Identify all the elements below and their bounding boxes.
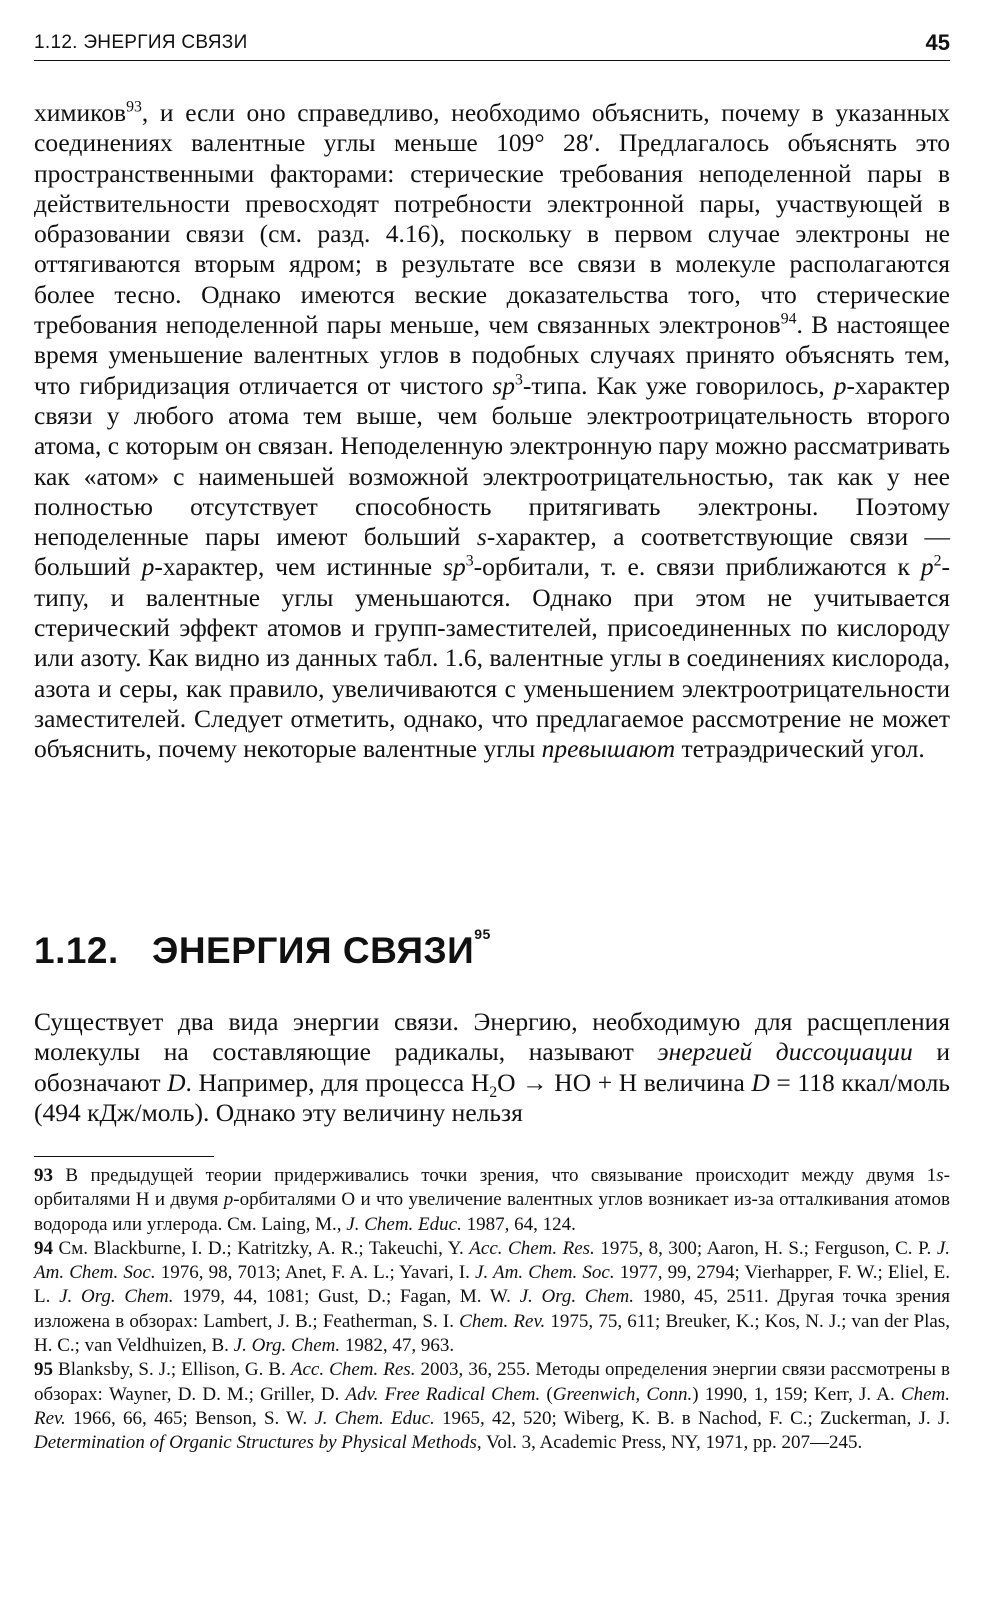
paragraph-continuation	[34, 98, 950, 765]
section-title: ЭНЕРГИЯ СВЯЗИ	[152, 930, 475, 971]
journal-name: J. Am. Chem. Soc.	[34, 1237, 950, 1284]
text-run: Существует два вида энергии связи. Энергию, необходимую для расщепления молекулы на составляющие радикалы, называют	[34, 1007, 950, 1067]
text-run: Blanksby, S. J.; Ellison, G. B.	[53, 1359, 291, 1381]
running-header	[34, 30, 950, 61]
book-title: Determination of Organic Structures by Physical Methods	[34, 1432, 477, 1454]
text-run: 1966, 66, 465; Benson, S. W.	[65, 1407, 315, 1429]
text-run: O → HO + H величина	[497, 1067, 752, 1097]
text-run: 1979, 44, 1081; Gust, D.; Fagan, M. W.	[173, 1286, 520, 1308]
text-run: , и если оно справедливо, необходимо объяснить, почему в указанных соединениях валентные углы меньше 109° 28′. Предлагалось объяснять это пространственными факторами: стерические требования неподеленной пары в действительности превосходят потребности электронной пары, участвующей в образовании связи (см. разд. 4.16), поскольку в первом случае электроны не оттягиваются вторым ядром; в результате все связи в молекуле располагаются более тесно. Однако имеются веские доказательства того, что стерические требования неподеленной пары меньше, чем связанных электронов	[34, 98, 950, 340]
subscript: 2	[489, 1083, 498, 1101]
footnote-ref-95[interactable]: 95	[474, 926, 491, 942]
superscript: 3	[515, 371, 523, 389]
journal-name: J. Org. Chem.	[519, 1286, 634, 1308]
text-run: 1987, 64, 124.	[461, 1213, 576, 1235]
text-run: 1980, 45, 2511. Другая точка зрения изложена в обзорах: Lambert, J. B.; Featherman, S. I.	[34, 1286, 951, 1332]
page-number: 45	[925, 30, 950, 55]
journal-name: J. Chem. Educ.	[346, 1213, 462, 1235]
text-run: 1975, 75, 611; Breuker, K.; Kos, N. J.; van der Plas, H. C.; van Veldhuizen, B.	[34, 1310, 950, 1357]
text-run: и обозначают	[34, 1037, 950, 1097]
italic-symbol: D	[751, 1067, 770, 1097]
superscript: 2	[933, 552, 942, 570]
footnotes	[34, 1164, 950, 1456]
section-paragraph	[34, 1007, 950, 1128]
text-run: = 118 ккал/моль (494 кДж/моль). Однако эту величину нельзя	[34, 1067, 950, 1127]
journal-name: Chem. Rev.	[34, 1383, 951, 1429]
footnote-95	[34, 1358, 950, 1455]
text-run: 1976, 98, 7013; Anet, F. A. L.; Yavari, I.	[155, 1262, 476, 1284]
italic-term: p	[833, 370, 847, 400]
text-run: -характер, чем истинные	[154, 552, 444, 582]
text-run: , Vol. 3, Academic Press, NY, 1971, pp. 207—245.	[476, 1432, 863, 1454]
journal-name: Acc. Chem. Res.	[469, 1237, 595, 1259]
running-title: 1.12. ЭНЕРГИЯ СВЯЗИ	[34, 32, 248, 53]
journal-name: Adv. Free Radical Chem.	[345, 1383, 541, 1405]
italic-term: s	[936, 1165, 944, 1186]
text-run: 1982, 47, 963.	[340, 1335, 455, 1357]
text-run: тетраэдрический угол.	[675, 734, 925, 764]
italic-term: p	[223, 1189, 234, 1211]
text-run: 2003, 36, 255. Методы определения энергии связи рассмотрены в обзорах: Wayner, D. D. M.; Griller, D.	[34, 1359, 951, 1405]
italic-term: p	[141, 552, 155, 582]
section-number: 1.12.	[34, 930, 119, 971]
footnote-ref-94[interactable]: 94	[780, 310, 797, 328]
text-run: -орбитали, т. е. связи приближаются к	[473, 552, 921, 582]
footnote-number: 95	[34, 1359, 53, 1381]
superscript: 3	[465, 552, 474, 570]
text-run: -характер связи у любого атома тем выше, чем больше электроотрицательность второго атома, с которым он связан. Неподеленную электронную пару можно рассматривать как «атом» с наименьшей возможной электроотрицательностью, так как у нее полностью отсутствует способность притягивать электроны. Поэтому неподеленные пары имеют больший	[34, 370, 950, 552]
publisher-place: Greenwich, Conn.	[552, 1383, 693, 1405]
footnote-ref-93[interactable]: 93	[126, 98, 142, 116]
text-run: -орбиталями O и что увеличение валентных углов возникает из-за отталкивания атомов водорода или углерода. См. Laing, M.,	[34, 1189, 950, 1235]
emphasis: превышают	[541, 734, 676, 764]
italic-term: sp	[492, 370, 515, 400]
text-run: См. Blackburne, I. D.; Katritzky, A. R.; Takeuchi, Y.	[53, 1237, 470, 1259]
footnote-divider	[34, 1156, 214, 1157]
italic-symbol: D	[167, 1067, 186, 1097]
footnote-93	[34, 1164, 950, 1237]
journal-name: J. Am. Chem. Soc.	[475, 1262, 615, 1284]
text-run: -орбиталями H и двумя	[34, 1165, 950, 1211]
text-run: 1977, 99, 2794; Vierhapper, F. W.; Eliel, E. L.	[34, 1262, 950, 1308]
text-run: . Например, для процесса H	[185, 1067, 490, 1097]
footnote-number: 93	[34, 1165, 53, 1186]
italic-term: sp	[443, 552, 466, 582]
text-run: В предыдущей теории придерживались точки зрения, что связывание происходит между двумя 1	[53, 1165, 937, 1186]
emphasis-term: энергией диссоциации	[657, 1037, 913, 1067]
journal-name: J. Org. Chem.	[59, 1286, 174, 1308]
section-heading	[34, 926, 491, 972]
journal-name: Acc. Chem. Res.	[290, 1359, 416, 1381]
text-run: -типа. Как уже говорилось,	[522, 370, 834, 400]
journal-name: Chem. Rev.	[459, 1310, 546, 1332]
text-run: (	[540, 1383, 553, 1405]
footnote-94	[34, 1237, 950, 1358]
text-run: . В настоящее время уменьшение валентных углов в подобных случаях принято объяснять тем, что гибридизация отличается от чистого	[34, 310, 950, 400]
text-run: -типу, и валентные углы уменьшаются. Однако при этом не учитывается стерический эффект атомов и групп-заместителей, присоединенных по кислороду или азоту. Как видно из данных табл. 1.6, валентные углы в соединениях кислорода, азота и серы, как правило, увеличиваются с уменьшением электроотрицательности заместителей. Следует отметить, однако, что предлагаемое рассмотрение не может объяснить, почему некоторые валентные углы	[34, 552, 950, 764]
journal-name: J. Org. Chem.	[233, 1335, 341, 1357]
journal-name: J. Chem. Educ.	[314, 1407, 435, 1429]
text-run: 1965, 42, 520; Wiberg, K. B. в Nachod, F. C.; Zuckerman, J. J.	[434, 1407, 950, 1429]
text-run: 1975, 8, 300; Aaron, H. S.; Ferguson, C. P.	[594, 1237, 937, 1259]
text-run: химиков	[34, 98, 127, 127]
text-run: -характер, а соответствующие связи — больший	[34, 522, 951, 582]
text-run: ) 1990, 1, 159; Kerr, J. A.	[692, 1383, 901, 1405]
footnote-number: 94	[34, 1237, 53, 1259]
italic-term: s	[476, 522, 487, 552]
italic-term: p	[920, 552, 934, 582]
